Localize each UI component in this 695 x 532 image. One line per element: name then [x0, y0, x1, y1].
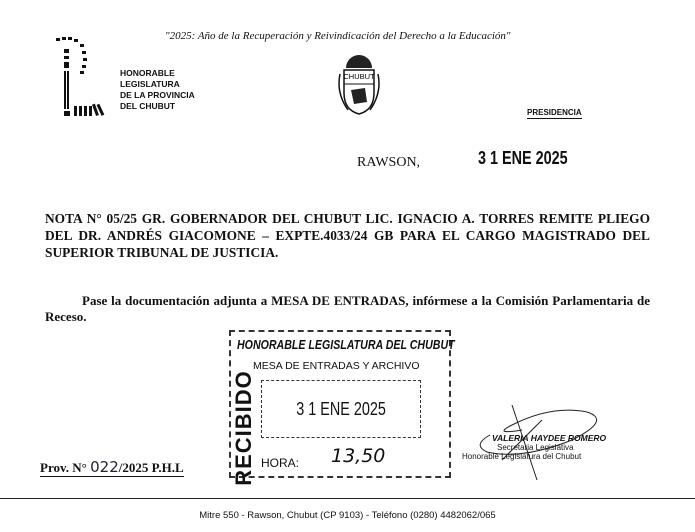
body-text: Pase la documentación adjunta a MESA DE ENTRADAS, infórmese a la Comisión Parlamentaria de Receso.	[45, 293, 650, 324]
received-stamp	[229, 330, 455, 486]
motto: "2025: Año de la Recuperación y Reivindicación del Derecho a la Educación"	[165, 30, 511, 42]
footer-divider	[0, 498, 695, 499]
provision-number	[40, 458, 184, 477]
footer-address: Mitre 550 - Rawson, Chubut (CP 9103) - Teléfono (0280) 4482062/065	[199, 510, 496, 521]
chubut-shield-icon	[334, 48, 384, 118]
institution-line: DEL CHUBUT	[120, 101, 176, 111]
stamp-received	[229, 370, 259, 486]
subject: NOTA N° 05/25 GR. GOBERNADOR DEL CHUBUT LIC. IGNACIO A. TORRES REMITE PLIEGO DEL DR. ANDRÉS GIACOMONE – EXPTE.4033/24 GB PARA EL CARGO MAGISTRADO DEL SUPERIOR TRIBUNAL DE JUSTICIA.	[45, 211, 650, 260]
city: RAWSON,	[357, 155, 421, 170]
signatory-name: VALERIA HAYDEE ROMERO	[492, 433, 607, 443]
legislature-logo	[52, 34, 117, 119]
stamp-date: 3 1 ENE 2025	[296, 398, 386, 419]
date-stamp: 3 1 ENE 2025	[478, 148, 568, 168]
stamp-date-box	[261, 380, 421, 438]
shield-text: CHUBUT	[343, 72, 375, 81]
stamp-subtitle: MESA DE ENTRADAS Y ARCHIVO	[253, 360, 420, 372]
signatory-title: Secretaria Legislativa	[497, 443, 574, 452]
institution-name	[120, 68, 195, 112]
stamp-time-label: HORA:	[261, 456, 300, 470]
provision-handwritten-number: 022	[90, 458, 119, 476]
institution-line: HONORABLE	[120, 68, 175, 78]
provision-prefix: Prov. N°	[40, 460, 87, 475]
stamp-title: HONORABLE LEGISLATURA DEL CHUBUT	[237, 338, 455, 352]
received-text: RECIBIDO	[231, 370, 256, 486]
provision-suffix: /2025 P.H.L	[118, 460, 184, 475]
stamp-time-value: 13,50	[331, 445, 386, 467]
office-label: PRESIDENCIA	[527, 108, 582, 117]
signatory-org: Honorable Legislatura del Chubut	[462, 452, 582, 461]
institution-line: DE LA PROVINCIA	[120, 90, 195, 100]
institution-line: LEGISLATURA	[120, 79, 180, 89]
